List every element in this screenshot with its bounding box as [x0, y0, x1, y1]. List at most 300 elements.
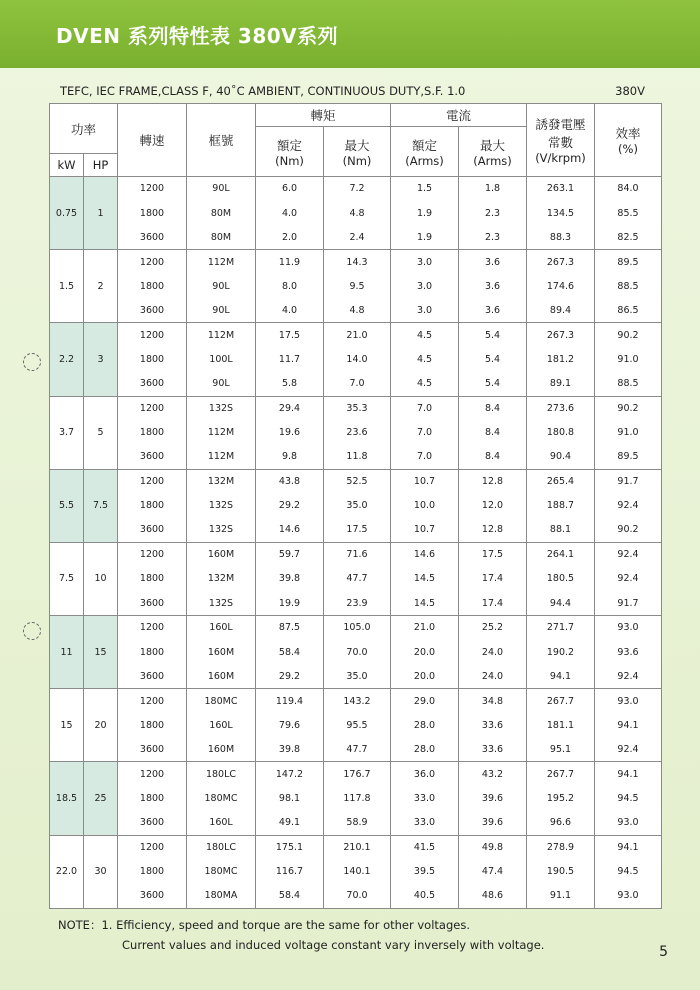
- cell-emf: 95.1: [527, 737, 595, 761]
- cell-max-current: 17.4: [459, 567, 527, 591]
- cell-efficiency: 92.4: [595, 542, 662, 566]
- cell-efficiency: 88.5: [595, 274, 662, 298]
- table-row: [50, 396, 662, 420]
- cell-rated-torque: 59.7: [256, 542, 324, 566]
- cell-rated-torque: 39.8: [256, 567, 324, 591]
- cell-max-torque: 70.0: [324, 884, 391, 908]
- cell-kw: 7.5: [50, 542, 84, 615]
- cell-max-current: 3.6: [459, 274, 527, 298]
- cell-max-torque: 9.5: [324, 274, 391, 298]
- cell-emf: 94.1: [527, 664, 595, 688]
- cell-speed: 3600: [118, 884, 187, 908]
- cell-max-torque: 4.8: [324, 201, 391, 225]
- cell-rated-torque: 58.4: [256, 640, 324, 664]
- cell-efficiency: 94.5: [595, 786, 662, 810]
- cell-rated-torque: 14.6: [256, 518, 324, 542]
- cell-max-torque: 14.0: [324, 347, 391, 371]
- cell-speed: 3600: [118, 445, 187, 469]
- cell-rated-torque: 175.1: [256, 835, 324, 859]
- cell-emf: 195.2: [527, 786, 595, 810]
- cell-rated-current: 7.0: [391, 445, 459, 469]
- cell-rated-torque: 9.8: [256, 445, 324, 469]
- cell-frame: 132S: [187, 518, 256, 542]
- cell-rated-torque: 119.4: [256, 689, 324, 713]
- cell-efficiency: 90.2: [595, 518, 662, 542]
- table-row: [50, 591, 662, 615]
- cell-efficiency: 93.0: [595, 884, 662, 908]
- cell-rated-current: 4.5: [391, 372, 459, 396]
- cell-frame: 90L: [187, 274, 256, 298]
- cell-emf: 181.1: [527, 713, 595, 737]
- cell-max-torque: 11.8: [324, 445, 391, 469]
- header-rated-torque-unit: (Nm): [275, 153, 304, 168]
- table-row: [50, 859, 662, 883]
- cell-max-torque: 140.1: [324, 859, 391, 883]
- cell-rated-current: 20.0: [391, 640, 459, 664]
- header-emf: [527, 104, 595, 177]
- voltage-label: 380V: [615, 84, 645, 98]
- cell-rated-torque: 87.5: [256, 616, 324, 640]
- cell-speed: 1800: [118, 713, 187, 737]
- cell-speed: 1200: [118, 469, 187, 493]
- cell-emf: 188.7: [527, 494, 595, 518]
- cell-efficiency: 94.1: [595, 762, 662, 786]
- cell-emf: 190.2: [527, 640, 595, 664]
- cell-kw: 0.75: [50, 177, 84, 250]
- cell-rated-torque: 29.2: [256, 664, 324, 688]
- cell-max-current: 3.6: [459, 250, 527, 274]
- cell-efficiency: 88.5: [595, 372, 662, 396]
- cell-max-torque: 47.7: [324, 567, 391, 591]
- cell-max-torque: 4.8: [324, 298, 391, 322]
- cell-frame: 160M: [187, 640, 256, 664]
- cell-max-torque: 176.7: [324, 762, 391, 786]
- cell-frame: 180MA: [187, 884, 256, 908]
- header-current: 電流: [391, 104, 527, 127]
- table-row: [50, 225, 662, 249]
- table-row: [50, 713, 662, 737]
- conditions-text: TEFC, IEC FRAME,CLASS F, 40˚C AMBIENT, CONTINUOUS DUTY,S.F. 1.0: [60, 84, 466, 98]
- cell-efficiency: 94.5: [595, 859, 662, 883]
- characteristics-table: [49, 103, 662, 909]
- cell-max-torque: 35.0: [324, 664, 391, 688]
- cell-frame: 112M: [187, 323, 256, 347]
- cell-efficiency: 89.5: [595, 445, 662, 469]
- cell-max-current: 43.2: [459, 762, 527, 786]
- cell-max-torque: 17.5: [324, 518, 391, 542]
- cell-max-current: 12.0: [459, 494, 527, 518]
- cell-max-current: 47.4: [459, 859, 527, 883]
- header-emf-unit: (V/krpm): [535, 151, 586, 165]
- cell-frame: 80M: [187, 225, 256, 249]
- table-row: [50, 177, 662, 201]
- cell-speed: 3600: [118, 591, 187, 615]
- cell-rated-current: 7.0: [391, 420, 459, 444]
- table-row: [50, 298, 662, 322]
- cell-emf: 181.2: [527, 347, 595, 371]
- cell-frame: 160M: [187, 542, 256, 566]
- cell-max-torque: 23.9: [324, 591, 391, 615]
- table-row: [50, 274, 662, 298]
- cell-rated-torque: 4.0: [256, 298, 324, 322]
- cell-frame: 160L: [187, 713, 256, 737]
- cell-frame: 160L: [187, 616, 256, 640]
- cell-hp: 30: [84, 835, 118, 908]
- cell-max-torque: 52.5: [324, 469, 391, 493]
- cell-hp: 3: [84, 323, 118, 396]
- cell-speed: 3600: [118, 372, 187, 396]
- cell-rated-current: 28.0: [391, 713, 459, 737]
- punch-hole-marker: [23, 622, 41, 640]
- cell-max-torque: 117.8: [324, 786, 391, 810]
- cell-max-torque: 210.1: [324, 835, 391, 859]
- cell-speed: 1800: [118, 859, 187, 883]
- cell-rated-current: 3.0: [391, 298, 459, 322]
- cell-frame: 112M: [187, 420, 256, 444]
- cell-rated-current: 21.0: [391, 616, 459, 640]
- cell-frame: 90L: [187, 372, 256, 396]
- cell-max-current: 8.4: [459, 420, 527, 444]
- table-row: [50, 689, 662, 713]
- cell-speed: 1200: [118, 689, 187, 713]
- table-row: [50, 884, 662, 908]
- header-rated-current-label: 額定: [411, 137, 437, 153]
- table-row: [50, 201, 662, 225]
- cell-rated-current: 28.0: [391, 737, 459, 761]
- cell-rated-torque: 43.8: [256, 469, 324, 493]
- header-max-current-label: 最大: [479, 137, 505, 153]
- header-efficiency: [595, 104, 662, 177]
- cell-speed: 1200: [118, 323, 187, 347]
- cell-efficiency: 85.5: [595, 201, 662, 225]
- cell-max-current: 39.6: [459, 786, 527, 810]
- cell-efficiency: 92.4: [595, 664, 662, 688]
- cell-frame: 180LC: [187, 762, 256, 786]
- header-power: 功率: [50, 104, 118, 154]
- header-max-torque: [324, 127, 391, 177]
- cell-emf: 94.4: [527, 591, 595, 615]
- cell-max-current: 24.0: [459, 640, 527, 664]
- cell-frame: 90L: [187, 298, 256, 322]
- cell-max-current: 2.3: [459, 201, 527, 225]
- cell-efficiency: 92.4: [595, 494, 662, 518]
- cell-efficiency: 91.0: [595, 420, 662, 444]
- header-rated-current-unit: (Arms): [405, 153, 444, 168]
- header-frame: 框號: [187, 104, 256, 177]
- cell-max-torque: 58.9: [324, 811, 391, 835]
- cell-efficiency: 92.4: [595, 737, 662, 761]
- cell-frame: 180MC: [187, 859, 256, 883]
- cell-hp: 2: [84, 250, 118, 323]
- cell-rated-current: 40.5: [391, 884, 459, 908]
- cell-rated-torque: 58.4: [256, 884, 324, 908]
- cell-hp: 5: [84, 396, 118, 469]
- table-row: [50, 518, 662, 542]
- cell-rated-torque: 11.7: [256, 347, 324, 371]
- cell-emf: 190.5: [527, 859, 595, 883]
- cell-max-torque: 7.2: [324, 177, 391, 201]
- table-row: [50, 664, 662, 688]
- cell-max-torque: 71.6: [324, 542, 391, 566]
- cell-speed: 1200: [118, 177, 187, 201]
- cell-emf: 88.1: [527, 518, 595, 542]
- header-max-torque-label: 最大: [344, 137, 370, 153]
- header-hp: HP: [84, 154, 118, 177]
- cell-rated-torque: 147.2: [256, 762, 324, 786]
- cell-rated-current: 36.0: [391, 762, 459, 786]
- table-row: [50, 420, 662, 444]
- cell-speed: 3600: [118, 518, 187, 542]
- cell-rated-current: 3.0: [391, 274, 459, 298]
- table-row: [50, 323, 662, 347]
- cell-max-current: 5.4: [459, 323, 527, 347]
- cell-hp: 1: [84, 177, 118, 250]
- cell-emf: 265.4: [527, 469, 595, 493]
- table-row: [50, 372, 662, 396]
- cell-rated-torque: 4.0: [256, 201, 324, 225]
- cell-speed: 1200: [118, 250, 187, 274]
- table-row: [50, 762, 662, 786]
- cell-efficiency: 93.0: [595, 616, 662, 640]
- cell-frame: 80M: [187, 201, 256, 225]
- cell-rated-current: 39.5: [391, 859, 459, 883]
- cell-max-torque: 2.4: [324, 225, 391, 249]
- cell-frame: 132M: [187, 567, 256, 591]
- cell-rated-current: 10.0: [391, 494, 459, 518]
- cell-emf: 264.1: [527, 542, 595, 566]
- cell-efficiency: 93.0: [595, 811, 662, 835]
- header-max-current: [459, 127, 527, 177]
- cell-max-current: 1.8: [459, 177, 527, 201]
- cell-emf: 89.4: [527, 298, 595, 322]
- table-row: [50, 469, 662, 493]
- note-line-1: NOTE：1. Efficiency, speed and torque are the same for other voltages.: [58, 918, 470, 932]
- cell-max-current: 5.4: [459, 347, 527, 371]
- table-row: [50, 494, 662, 518]
- title-banner: [0, 0, 700, 68]
- cell-frame: 180MC: [187, 786, 256, 810]
- cell-rated-torque: 79.6: [256, 713, 324, 737]
- cell-emf: 174.6: [527, 274, 595, 298]
- cell-max-current: 8.4: [459, 445, 527, 469]
- cell-max-current: 33.6: [459, 737, 527, 761]
- cell-kw: 15: [50, 689, 84, 762]
- cell-frame: 160M: [187, 737, 256, 761]
- header-speed: 轉速: [118, 104, 187, 177]
- cell-kw: 5.5: [50, 469, 84, 542]
- cell-frame: 132S: [187, 494, 256, 518]
- cell-efficiency: 86.5: [595, 298, 662, 322]
- cell-rated-torque: 8.0: [256, 274, 324, 298]
- table-row: [50, 835, 662, 859]
- cell-max-torque: 35.0: [324, 494, 391, 518]
- cell-max-current: 48.6: [459, 884, 527, 908]
- cell-efficiency: 91.0: [595, 347, 662, 371]
- cell-rated-torque: 116.7: [256, 859, 324, 883]
- cell-speed: 1200: [118, 762, 187, 786]
- table-row: [50, 567, 662, 591]
- cell-efficiency: 91.7: [595, 591, 662, 615]
- cell-rated-current: 14.6: [391, 542, 459, 566]
- cell-speed: 3600: [118, 737, 187, 761]
- cell-speed: 1200: [118, 835, 187, 859]
- cell-rated-torque: 29.4: [256, 396, 324, 420]
- header-rated-current: [391, 127, 459, 177]
- cell-speed: 1800: [118, 786, 187, 810]
- cell-efficiency: 89.5: [595, 250, 662, 274]
- cell-emf: 263.1: [527, 177, 595, 201]
- cell-rated-torque: 19.9: [256, 591, 324, 615]
- cell-emf: 96.6: [527, 811, 595, 835]
- table-row: [50, 445, 662, 469]
- header-max-torque-unit: (Nm): [342, 153, 372, 168]
- cell-speed: 1200: [118, 396, 187, 420]
- cell-rated-torque: 39.8: [256, 737, 324, 761]
- cell-efficiency: 90.2: [595, 323, 662, 347]
- header-emf-line2: 常數: [547, 135, 573, 150]
- cell-rated-torque: 6.0: [256, 177, 324, 201]
- cell-emf: 267.3: [527, 323, 595, 347]
- cell-rated-current: 3.0: [391, 250, 459, 274]
- table-header: [50, 104, 662, 177]
- cell-speed: 3600: [118, 664, 187, 688]
- cell-rated-current: 14.5: [391, 567, 459, 591]
- cell-rated-torque: 17.5: [256, 323, 324, 347]
- cell-speed: 1800: [118, 274, 187, 298]
- cell-emf: 88.3: [527, 225, 595, 249]
- cell-rated-torque: 49.1: [256, 811, 324, 835]
- header-max-current-unit: (Arms): [473, 153, 512, 168]
- table-row: [50, 250, 662, 274]
- cell-rated-torque: 19.6: [256, 420, 324, 444]
- cell-kw: 2.2: [50, 323, 84, 396]
- cell-max-torque: 105.0: [324, 616, 391, 640]
- cell-kw: 18.5: [50, 762, 84, 835]
- cell-efficiency: 94.1: [595, 835, 662, 859]
- cell-frame: 132S: [187, 396, 256, 420]
- cell-max-current: 12.8: [459, 469, 527, 493]
- cell-speed: 3600: [118, 225, 187, 249]
- cell-rated-current: 10.7: [391, 518, 459, 542]
- cell-rated-current: 10.7: [391, 469, 459, 493]
- cell-rated-torque: 5.8: [256, 372, 324, 396]
- cell-kw: 1.5: [50, 250, 84, 323]
- cell-hp: 25: [84, 762, 118, 835]
- table-row: [50, 616, 662, 640]
- cell-rated-current: 41.5: [391, 835, 459, 859]
- cell-max-current: 3.6: [459, 298, 527, 322]
- cell-max-current: 8.4: [459, 396, 527, 420]
- cell-frame: 180MC: [187, 689, 256, 713]
- cell-speed: 1200: [118, 616, 187, 640]
- cell-emf: 180.5: [527, 567, 595, 591]
- cell-rated-current: 1.9: [391, 225, 459, 249]
- cell-speed: 3600: [118, 811, 187, 835]
- cell-emf: 180.8: [527, 420, 595, 444]
- cell-rated-current: 1.5: [391, 177, 459, 201]
- cell-max-current: 17.4: [459, 591, 527, 615]
- punch-hole-marker: [23, 353, 41, 371]
- page-title: DVEN 系列特性表 380V系列: [56, 24, 339, 48]
- cell-emf: 134.5: [527, 201, 595, 225]
- notes: [58, 915, 544, 955]
- cell-max-torque: 47.7: [324, 737, 391, 761]
- cell-hp: 10: [84, 542, 118, 615]
- cell-kw: 11: [50, 616, 84, 689]
- cell-speed: 1200: [118, 542, 187, 566]
- cell-frame: 160L: [187, 811, 256, 835]
- cell-rated-current: 33.0: [391, 811, 459, 835]
- header-efficiency-label: 效率: [615, 126, 641, 141]
- cell-emf: 273.6: [527, 396, 595, 420]
- cell-max-torque: 95.5: [324, 713, 391, 737]
- cell-speed: 1800: [118, 494, 187, 518]
- cell-emf: 91.1: [527, 884, 595, 908]
- cell-max-current: 25.2: [459, 616, 527, 640]
- cell-speed: 1800: [118, 201, 187, 225]
- cell-max-current: 12.8: [459, 518, 527, 542]
- cell-emf: 89.1: [527, 372, 595, 396]
- cell-emf: 267.3: [527, 250, 595, 274]
- cell-rated-current: 20.0: [391, 664, 459, 688]
- cell-rated-current: 29.0: [391, 689, 459, 713]
- cell-rated-torque: 29.2: [256, 494, 324, 518]
- header-rated-torque: [256, 127, 324, 177]
- cell-efficiency: 82.5: [595, 225, 662, 249]
- cell-max-torque: 21.0: [324, 323, 391, 347]
- cell-max-torque: 143.2: [324, 689, 391, 713]
- cell-max-torque: 70.0: [324, 640, 391, 664]
- cell-max-current: 34.8: [459, 689, 527, 713]
- conditions-line: [60, 84, 645, 98]
- cell-rated-current: 4.5: [391, 347, 459, 371]
- cell-max-torque: 35.3: [324, 396, 391, 420]
- cell-kw: 3.7: [50, 396, 84, 469]
- cell-max-current: 2.3: [459, 225, 527, 249]
- cell-rated-current: 4.5: [391, 323, 459, 347]
- cell-max-current: 24.0: [459, 664, 527, 688]
- cell-emf: 271.7: [527, 616, 595, 640]
- cell-emf: 90.4: [527, 445, 595, 469]
- cell-efficiency: 84.0: [595, 177, 662, 201]
- cell-hp: 7.5: [84, 469, 118, 542]
- cell-frame: 112M: [187, 445, 256, 469]
- cell-max-torque: 23.6: [324, 420, 391, 444]
- cell-max-current: 33.6: [459, 713, 527, 737]
- cell-rated-torque: 2.0: [256, 225, 324, 249]
- cell-rated-current: 7.0: [391, 396, 459, 420]
- cell-speed: 1800: [118, 640, 187, 664]
- table-row: [50, 737, 662, 761]
- cell-hp: 15: [84, 616, 118, 689]
- cell-efficiency: 93.0: [595, 689, 662, 713]
- cell-speed: 1800: [118, 347, 187, 371]
- header-rated-torque-label: 額定: [276, 137, 302, 153]
- cell-frame: 112M: [187, 250, 256, 274]
- cell-efficiency: 90.2: [595, 396, 662, 420]
- cell-speed: 1800: [118, 420, 187, 444]
- table-row: [50, 347, 662, 371]
- cell-speed: 1800: [118, 567, 187, 591]
- cell-efficiency: 94.1: [595, 713, 662, 737]
- cell-max-current: 39.6: [459, 811, 527, 835]
- cell-hp: 20: [84, 689, 118, 762]
- cell-frame: 90L: [187, 177, 256, 201]
- table-row: [50, 811, 662, 835]
- table-body: [50, 177, 662, 909]
- cell-rated-current: 33.0: [391, 786, 459, 810]
- table-row: [50, 640, 662, 664]
